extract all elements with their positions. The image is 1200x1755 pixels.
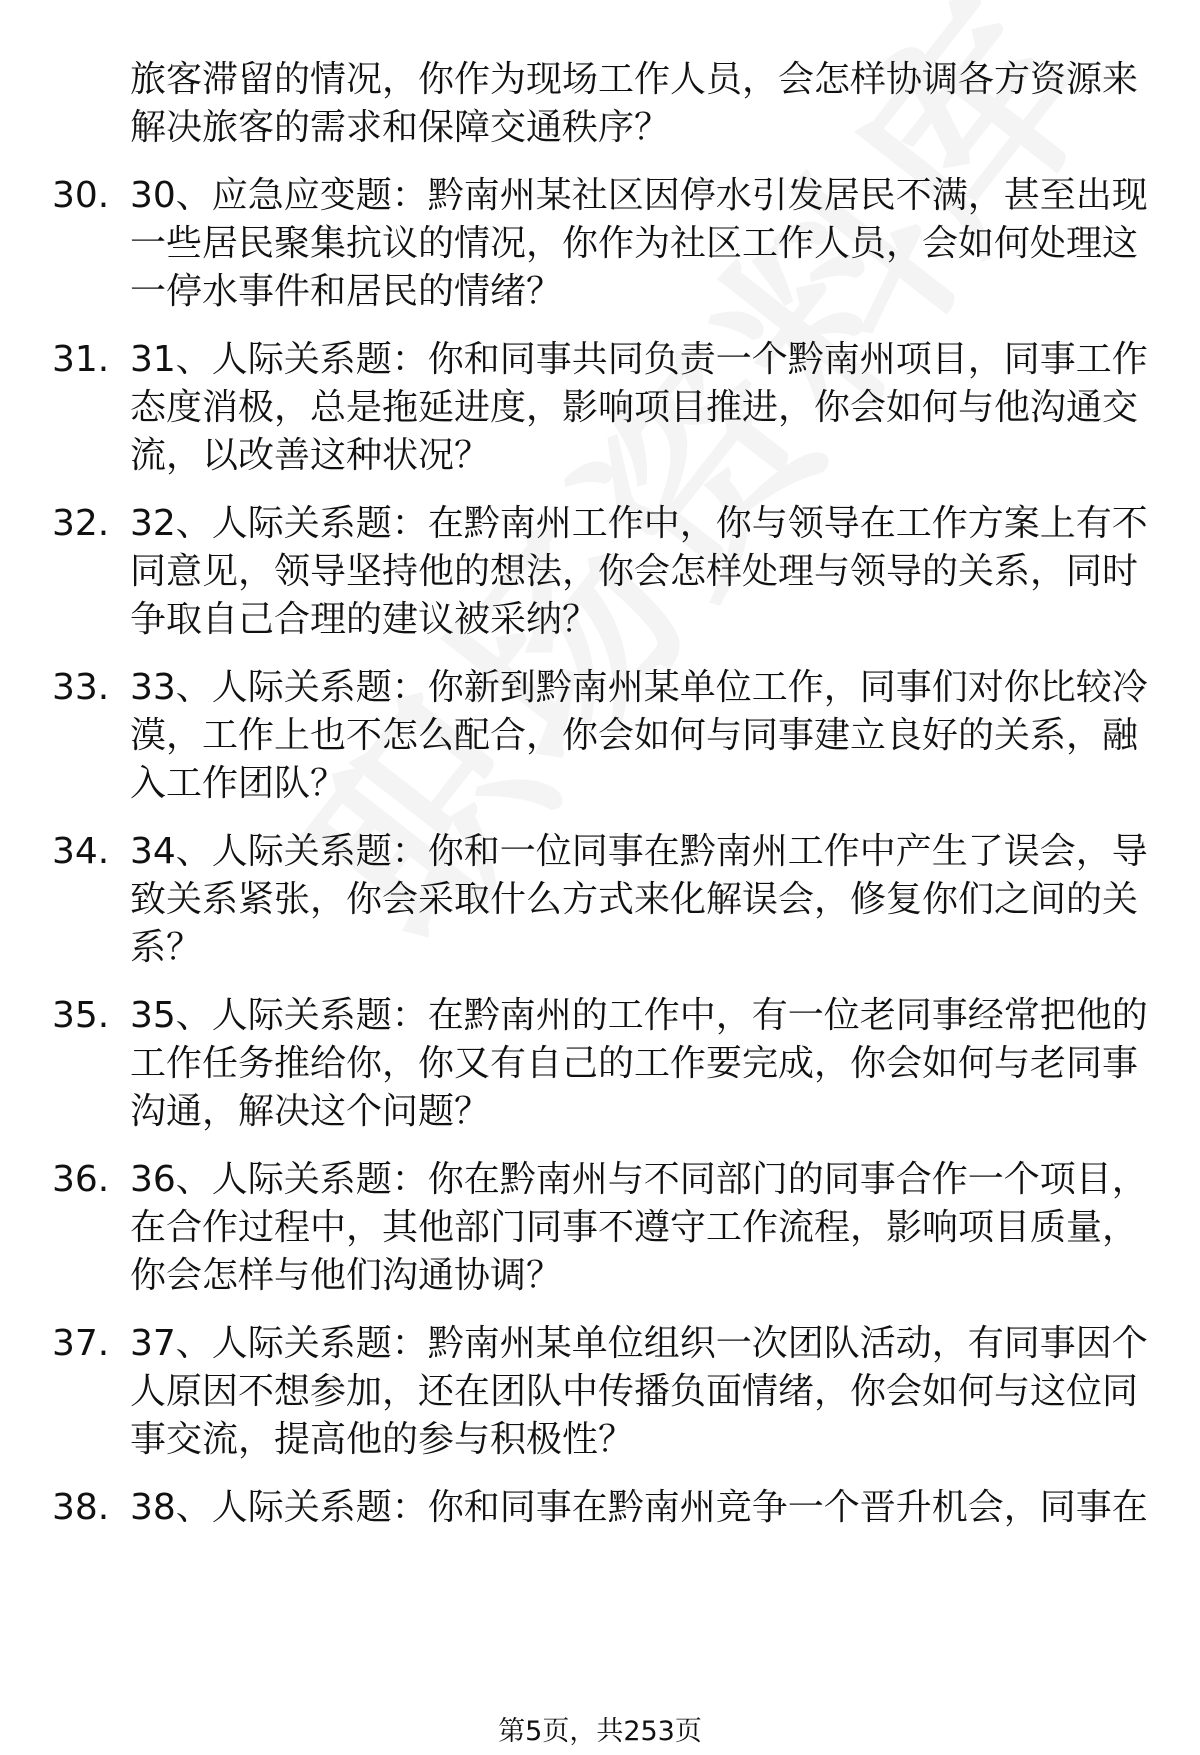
page-footer: 第5页，共253页: [498, 1716, 702, 1747]
item-number: 36.: [52, 1159, 110, 1200]
item-line: 32、人际关系题：在黔南州工作中，你与领导在工作方案上有不: [130, 503, 1148, 544]
item-number: 30.: [52, 175, 110, 216]
item-line: 沟通，解决这个问题？: [130, 1091, 491, 1132]
item-number: 34.: [52, 831, 110, 872]
item-line: 在合作过程中，其他部门同事不遵守工作流程，影响项目质量，: [130, 1207, 1139, 1248]
item-line: 工作任务推给你，你又有自己的工作要完成，你会如何与老同事: [130, 1043, 1139, 1084]
item-number: 31.: [52, 339, 110, 380]
item-line: 37、人际关系题：黔南州某单位组织一次团队活动，有同事因个: [130, 1323, 1148, 1364]
item-line: 同意见，领导坚持他的想法，你会怎样处理与领导的关系，同时: [130, 551, 1139, 592]
item-number: 32.: [52, 503, 110, 544]
item-line: 34、人际关系题：你和一位同事在黔南州工作中产生了误会，导: [130, 831, 1148, 872]
item-line: 35、人际关系题：在黔南州的工作中，有一位老同事经常把他的: [130, 995, 1148, 1036]
item-line: 36、人际关系题：你在黔南州与不同部门的同事合作一个项目，: [130, 1159, 1148, 1200]
item-line: 解决旅客的需求和保障交通秩序？: [130, 107, 671, 148]
item-line: 流，以改善这种状况？: [130, 435, 491, 476]
item-number: 35.: [52, 995, 110, 1036]
item-number: 33.: [52, 667, 110, 708]
item-number: 37.: [52, 1323, 110, 1364]
item-line: 你会怎样与他们沟通协调？: [130, 1255, 563, 1296]
item-number: 38.: [52, 1487, 110, 1528]
item-line: 一些居民聚集抗议的情况，你作为社区工作人员，会如何处理这: [130, 223, 1139, 264]
item-line: 态度消极，总是拖延进度，影响项目推进，你会如何与他沟通交: [130, 387, 1139, 428]
item-line: 人原因不想参加，还在团队中传播负面情绪，你会如何与这位同: [130, 1371, 1139, 1412]
item-line: 致关系紧张，你会采取什么方式来化解误会，修复你们之间的关: [130, 879, 1139, 920]
item-line: 系？: [130, 927, 203, 968]
item-line: 入工作团队？: [130, 763, 347, 804]
item-line: 31、人际关系题：你和同事共同负责一个黔南州项目，同事工作: [130, 339, 1148, 380]
item-line: 争取自己合理的建议被采纳？: [130, 599, 599, 640]
item-line: 30、应急应变题：黔南州某社区因停水引发居民不满，甚至出现: [130, 175, 1148, 216]
item-line: 38、人际关系题：你和同事在黔南州竞争一个晋升机会，同事在: [130, 1487, 1148, 1528]
item-line: 漠，工作上也不怎么配合，你会如何与同事建立良好的关系，融: [130, 715, 1139, 756]
item-line: 旅客滞留的情况，你作为现场工作人员，会怎样协调各方资源来: [130, 59, 1139, 100]
item-line: 一停水事件和居民的情绪？: [130, 271, 563, 312]
item-line: 33、人际关系题：你新到黔南州某单位工作，同事们对你比较冷: [130, 667, 1148, 708]
item-line: 事交流，提高他的参与积极性？: [130, 1419, 635, 1460]
